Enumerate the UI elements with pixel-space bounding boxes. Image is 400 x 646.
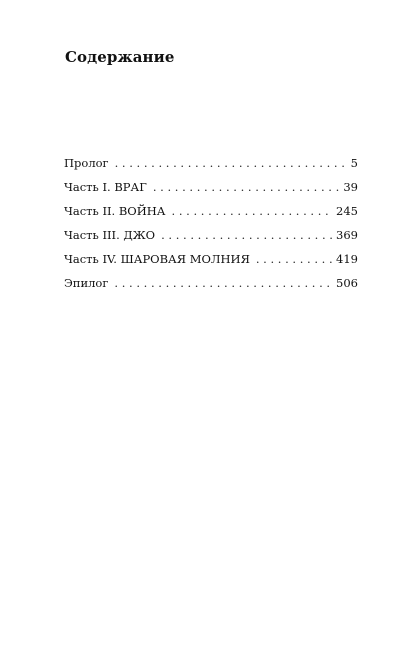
- toc-entry-page-number: 5: [350, 156, 358, 170]
- toc-entry-page-number: 245: [336, 204, 358, 218]
- toc-entry-part-2[interactable]: [64, 204, 358, 228]
- toc-entry-label: Эпилог: [64, 276, 109, 290]
- toc-entry-label: Пролог: [64, 156, 109, 170]
- dot-leader: [172, 204, 333, 218]
- table-of-contents: [64, 156, 358, 300]
- dot-leader: [153, 180, 340, 194]
- toc-entry-label: Часть II. ВОЙНА: [64, 204, 166, 218]
- toc-entry-page-number: 419: [336, 252, 358, 266]
- dot-leader: [115, 156, 346, 170]
- page-title: Содержание: [65, 48, 175, 66]
- toc-entry-prologue[interactable]: [64, 156, 358, 180]
- dot-leader: [256, 252, 332, 266]
- toc-entry-epilogue[interactable]: [64, 276, 358, 300]
- toc-entry-label: Часть I. ВРАГ: [64, 180, 147, 194]
- dot-leader: [114, 276, 332, 290]
- toc-entry-page-number: 39: [343, 180, 358, 194]
- toc-entry-part-1[interactable]: [64, 180, 358, 204]
- dot-leader: [161, 228, 332, 242]
- toc-entry-part-3[interactable]: [64, 228, 358, 252]
- toc-entry-part-4[interactable]: [64, 252, 358, 276]
- toc-entry-page-number: 369: [336, 228, 358, 242]
- toc-entry-page-number: 506: [336, 276, 358, 290]
- toc-entry-label: Часть IV. ШАРОВАЯ МОЛНИЯ: [64, 252, 250, 266]
- toc-entry-label: Часть III. ДЖО: [64, 228, 156, 242]
